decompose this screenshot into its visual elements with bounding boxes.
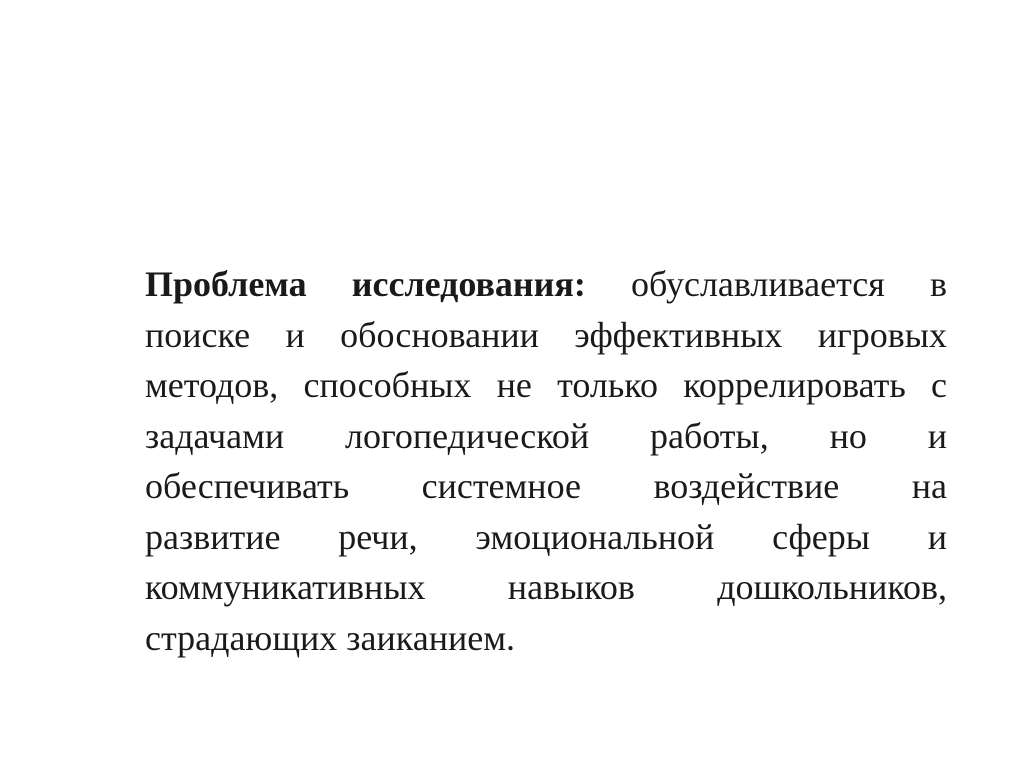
paragraph-line-7: коммуникативных навыков дошкольников, (145, 567, 947, 607)
paragraph-text-1: обуславливается в (631, 264, 948, 304)
paragraph-line-5: обеспечивать системное воздействие на (145, 466, 947, 506)
paragraph-line-8: страдающих заиканием. (145, 617, 515, 658)
paragraph-line-6: развитие речи, эмоциональной сферы и (145, 516, 947, 557)
paragraph-line-2: поиске и обосновании эффективных игровых (145, 314, 947, 355)
paragraph-line-1 (145, 259, 947, 310)
paragraph-line-4: задачами логопедической работы, но и (145, 415, 947, 456)
research-problem-paragraph (145, 259, 947, 663)
research-problem-heading: Проблема исследования: (145, 264, 586, 304)
paragraph-line-3: методов, способных не только коррелировать с (145, 365, 947, 405)
